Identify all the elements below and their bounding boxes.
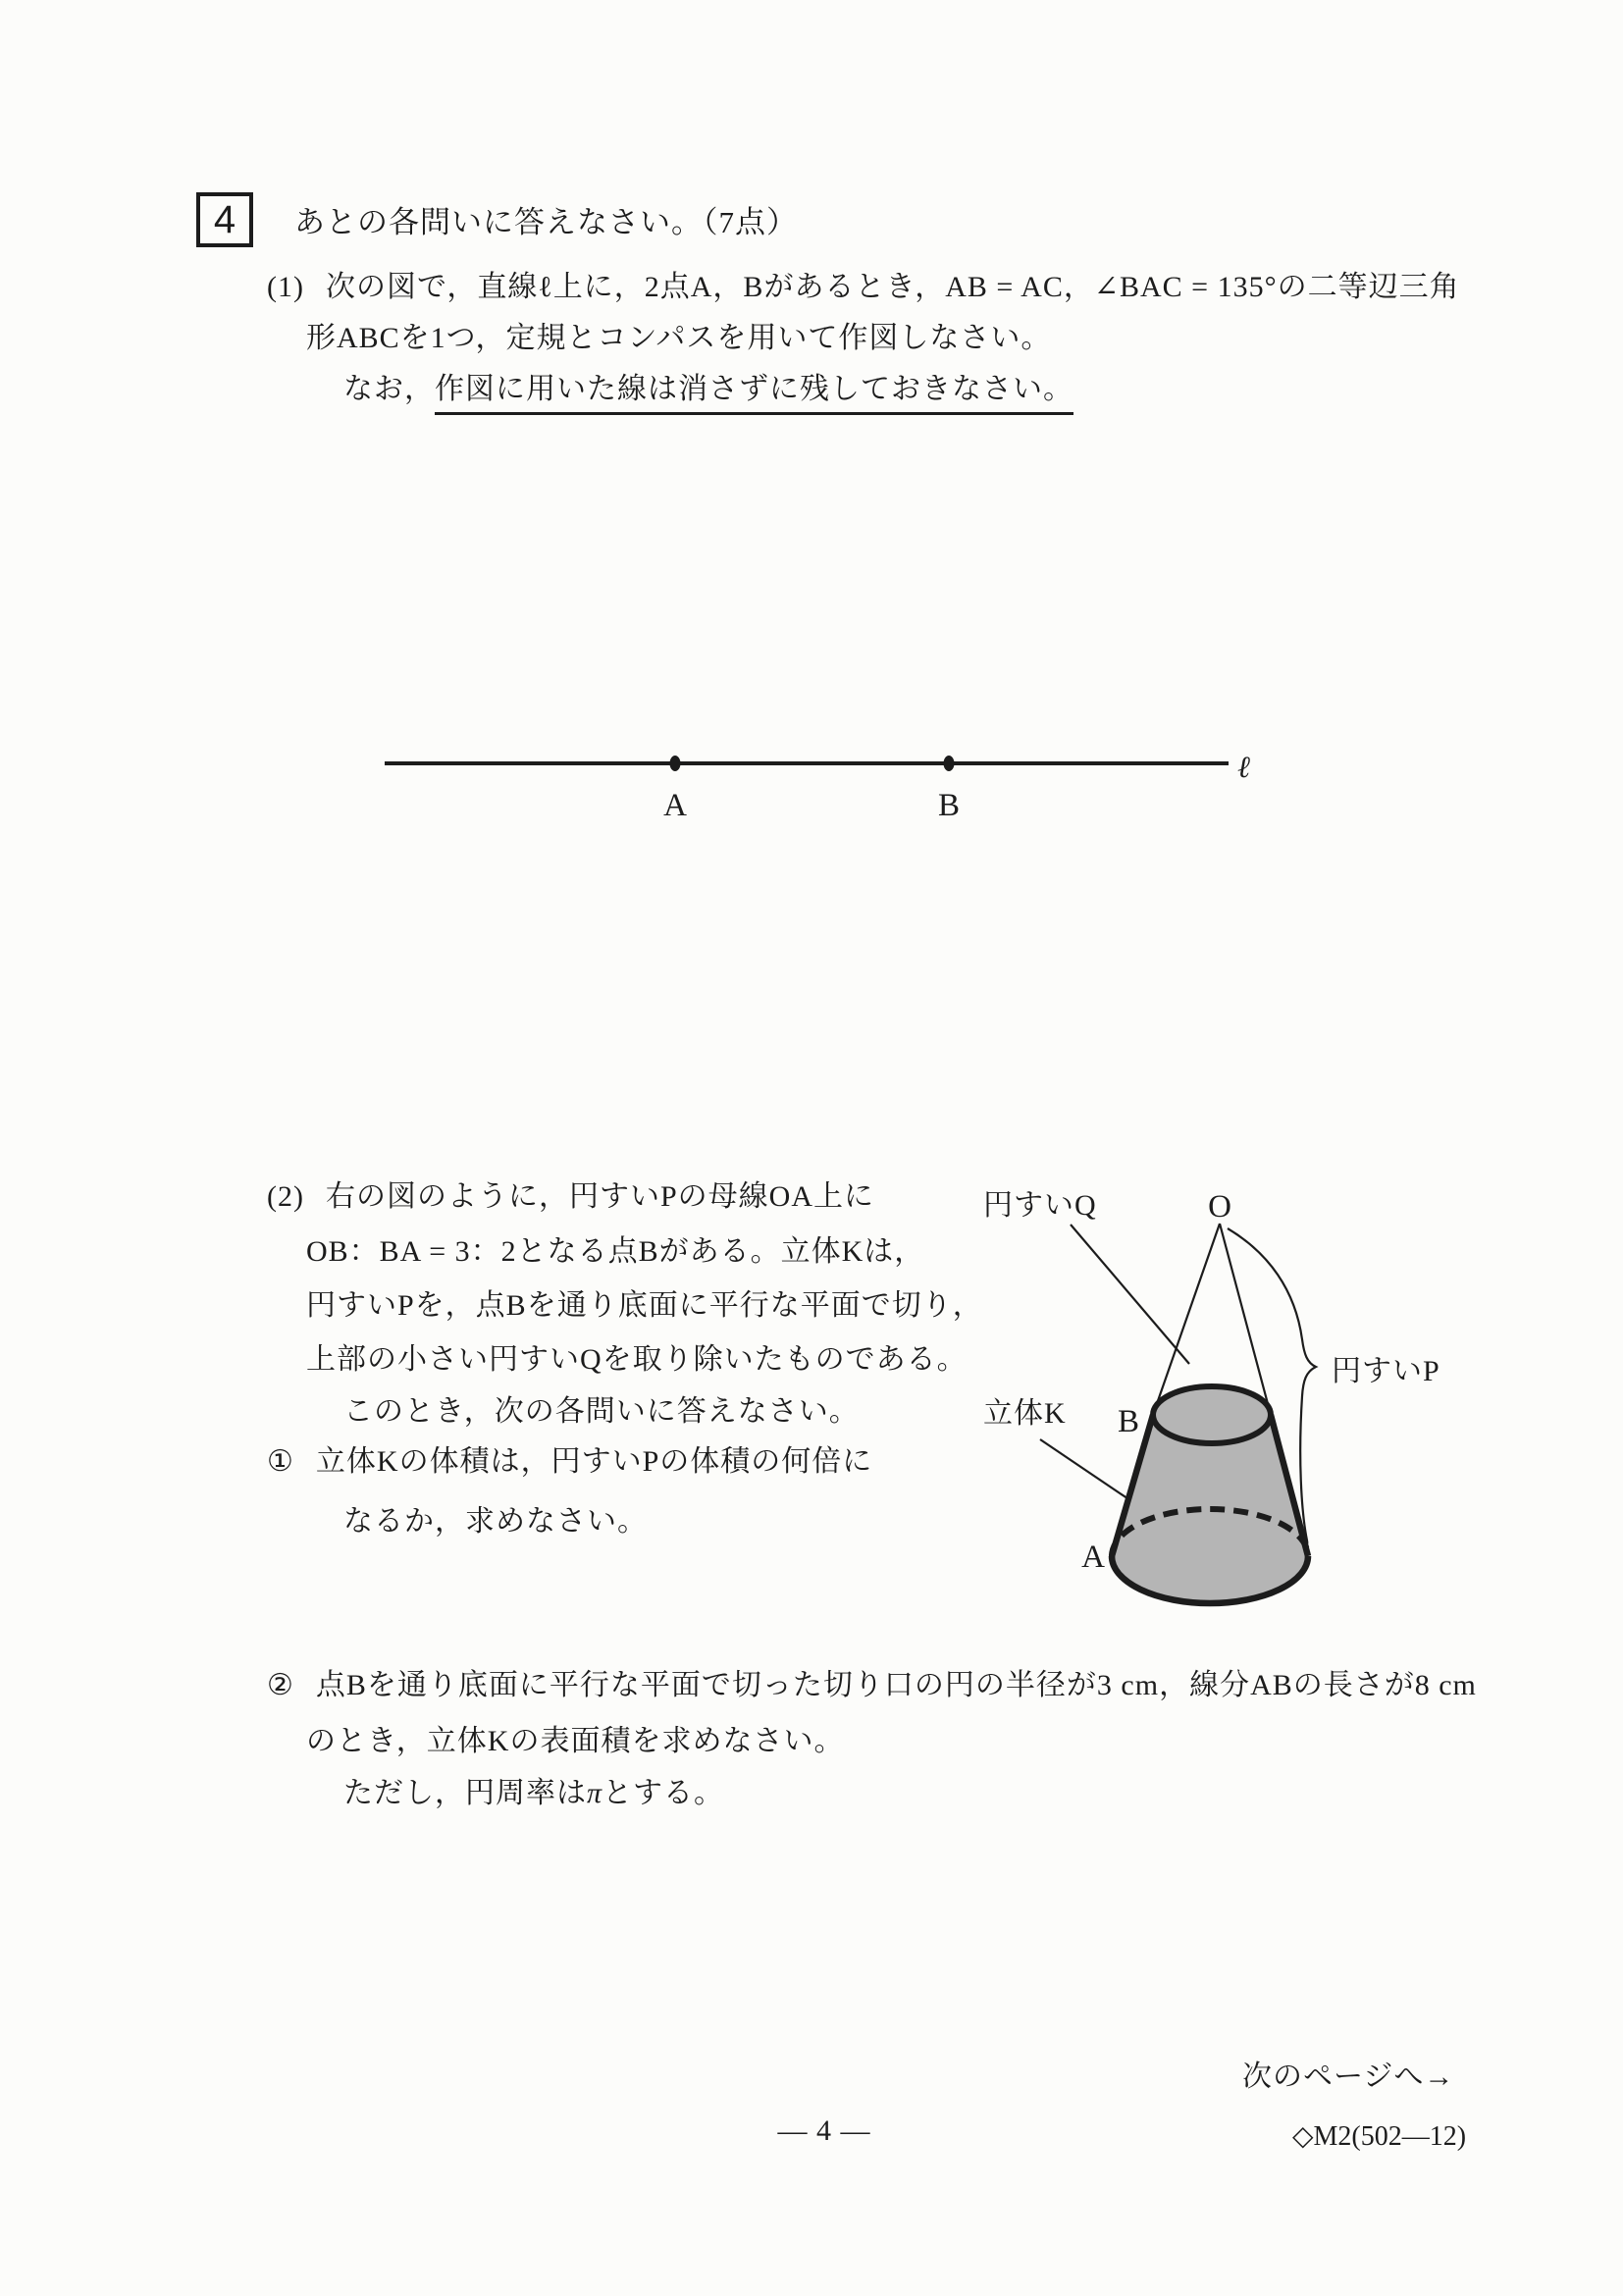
part2-label: (2) — [267, 1180, 304, 1213]
part1-line3-underlined: 作図に用いた線は消さずに残しておきなさい。 — [435, 373, 1073, 415]
page-number: — 4 — — [777, 2114, 871, 2147]
cone-q-label: 円すいQ — [983, 1189, 1097, 1222]
question-heading: あとの各問いに答えなさい。（7点） — [294, 205, 798, 239]
part2-line1 — [267, 1177, 874, 1216]
cone-p-label: 円すいP — [1332, 1355, 1440, 1387]
part1-line1-pre: 次の図で，直線 — [325, 271, 539, 303]
construction-line-figure — [363, 721, 1276, 849]
part2-q2-line2: のとき，立体Kの表面積を求めなさい。 — [306, 1725, 845, 1757]
question-number-box — [196, 192, 253, 247]
part2-q2-line3 — [343, 1774, 724, 1812]
line-l-symbol: ℓ — [538, 271, 553, 303]
part1-line3-pre: なお， — [343, 373, 435, 405]
point-a-label: A — [663, 788, 687, 823]
point-a-dot — [670, 756, 681, 771]
part2-line5: このとき，次の各問いに答えなさい。 — [343, 1395, 860, 1428]
part1-line2: 形ABCを1つ，定規とコンパスを用いて作図しなさい。 — [306, 322, 1052, 354]
part2-q2-label: ② — [267, 1669, 294, 1701]
point-a-label: A — [1081, 1539, 1105, 1575]
part2-q1-label: ① — [267, 1445, 294, 1478]
cone-q-leader-line — [1071, 1225, 1189, 1364]
cone-figure — [981, 1173, 1501, 1629]
question-number: 4 — [213, 197, 236, 241]
part2-line2: OB：BA = 3：2となる点Bがある。立体Kは， — [306, 1235, 925, 1268]
part2-q1-line1-text: 立体Kの体積は，円すいPの体積の何倍に — [315, 1445, 873, 1478]
part2-q1-line1 — [267, 1442, 872, 1481]
solid-k-label: 立体K — [983, 1397, 1067, 1430]
part2-line1-text: 右の図のように，円すいPの母線OA上に — [325, 1180, 874, 1213]
point-b-label: B — [937, 788, 961, 823]
part2-line4: 上部の小さい円すいQを取り除いたものである。 — [306, 1343, 968, 1376]
part2-q2-line3-pre: ただし，円周率は — [343, 1777, 587, 1809]
point-b-dot — [944, 756, 955, 771]
line-l-label: ℓ — [1237, 750, 1250, 784]
part2-q2-line1 — [267, 1666, 1477, 1704]
part1-label: (1) — [267, 271, 304, 303]
part2-line3: 円すいPを，点Bを通り底面に平行な平面で切り， — [306, 1289, 983, 1322]
part1-line1-post: 上に，2点A，Bがあるとき，AB = AC，∠BAC = 135°の二等辺三角 — [552, 271, 1460, 303]
part2-q1-line2: なるか，求めなさい。 — [343, 1505, 648, 1538]
next-page-note: 次のページへ→ — [1242, 2061, 1455, 2093]
pi-symbol: π — [587, 1777, 603, 1809]
apex-o-label: O — [1208, 1189, 1231, 1225]
document-code: ◇M2(502—12) — [1292, 2121, 1467, 2152]
part1-line3 — [343, 370, 1073, 408]
part2-q2-line3-post: とする。 — [602, 1777, 725, 1809]
frustum-top-circle — [1153, 1386, 1271, 1443]
part1-line1 — [267, 268, 1460, 306]
part2-q2-line1-text: 点Bを通り底面に平行な平面で切った切り口の円の半径が3 cm，線分ABの長さが8 cm — [315, 1669, 1477, 1701]
point-b-label: B — [1117, 1404, 1140, 1439]
